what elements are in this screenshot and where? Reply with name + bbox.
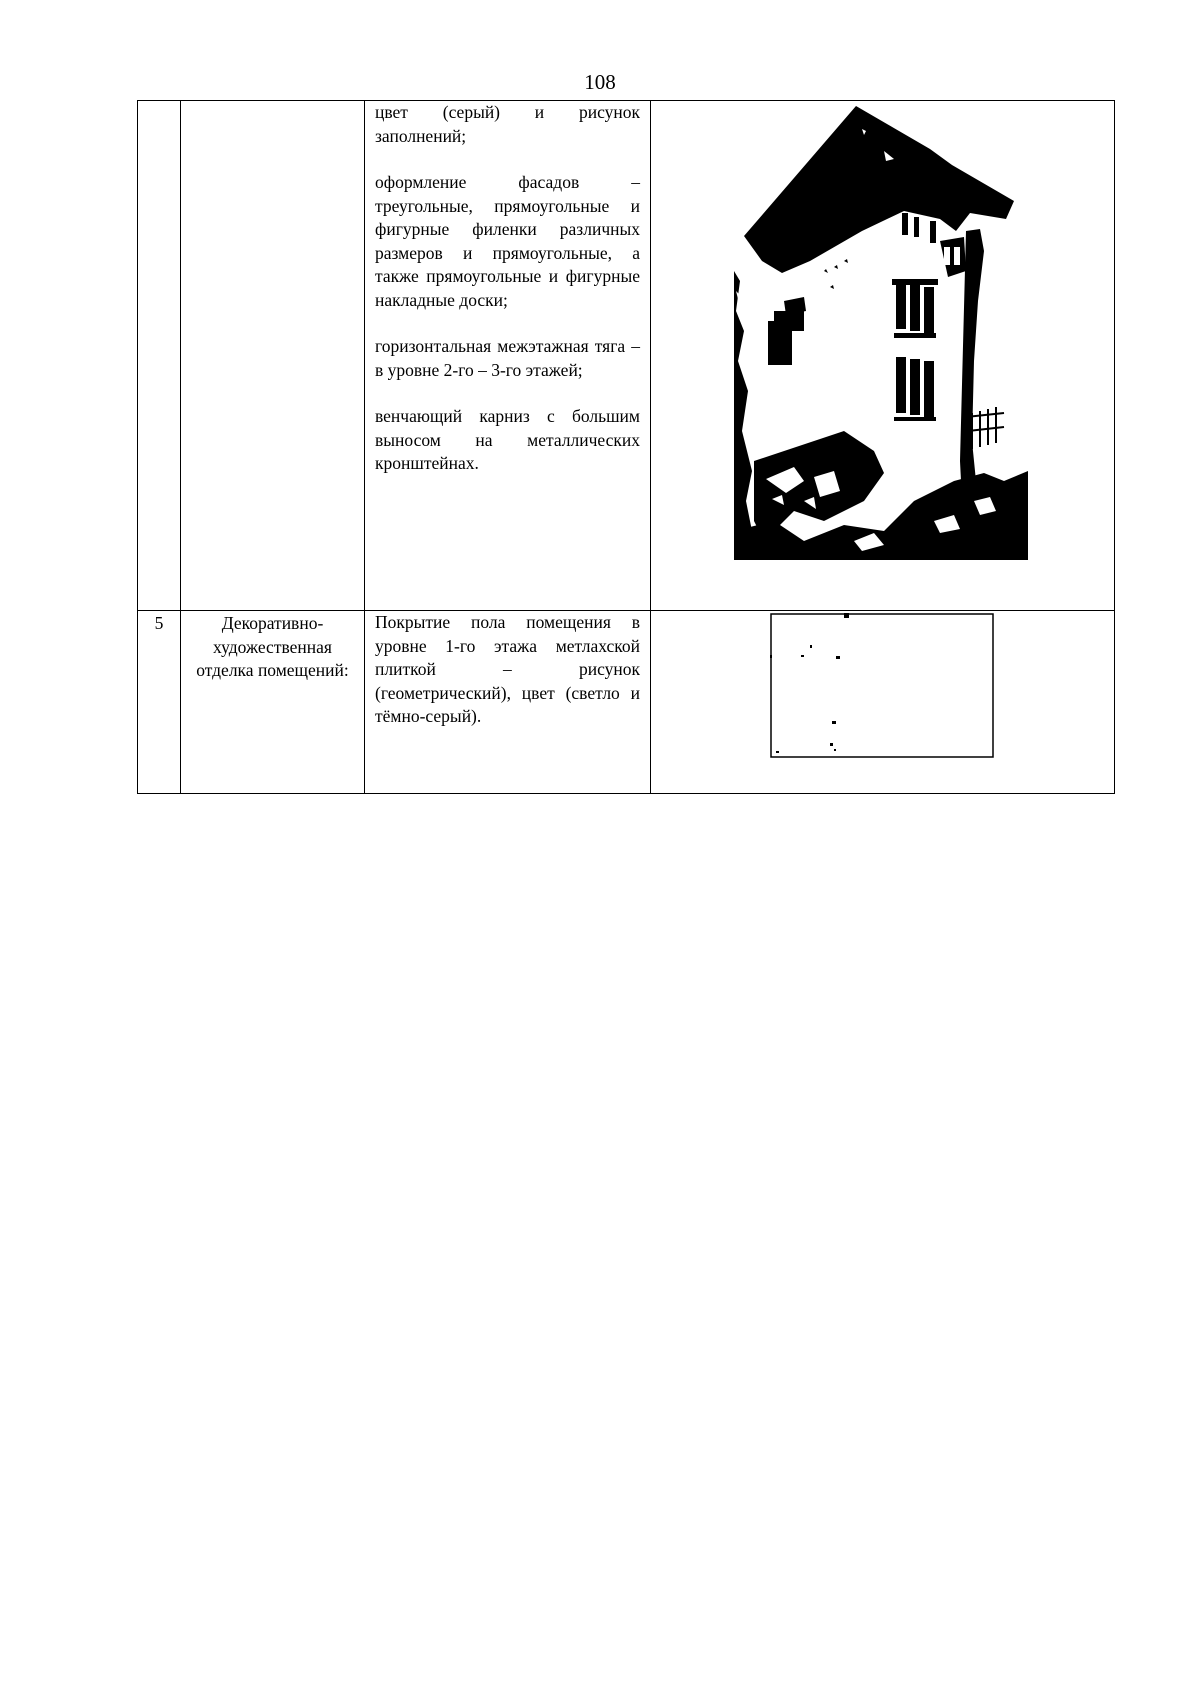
row-image-cell — [651, 101, 1115, 611]
floor-tile-photo — [770, 613, 994, 758]
row-description-cell — [365, 611, 651, 794]
row-image-cell — [651, 611, 1115, 794]
row-number-cell: 5 — [138, 611, 181, 794]
description-paragraph: венчающий карниз с большим выносом на металлических кронштейнах. — [375, 406, 640, 473]
description-paragraph: оформление фасадов – треугольные, прямоугольные и фигурные филенки различных размеров и прямоугольные, а также прямоугольные и фигурные накладные доски; — [375, 172, 640, 310]
building-facade-photo — [734, 101, 1028, 560]
row-name-cell — [181, 101, 365, 611]
description-paragraph: горизонтальная межэтажная тяга – в уровне 2-го – 3-го этажей; — [375, 336, 640, 380]
row-name-cell: Декоративно-художественная отделка помещений: — [181, 611, 365, 794]
row-number-cell — [138, 101, 181, 611]
table-row — [138, 611, 1115, 794]
table-row — [138, 101, 1115, 611]
protection-subjects-table — [137, 100, 1115, 794]
page-number: 108 — [584, 70, 616, 94]
description-paragraph: Покрытие пола помещения в уровне 1-го этажа метлахской плиткой – рисунок (геометрический), цвет (светло и тёмно-серый). — [375, 612, 640, 726]
row-description-cell — [365, 101, 651, 611]
description-paragraph: цвет (серый) и рисунок заполнений; — [375, 102, 640, 146]
